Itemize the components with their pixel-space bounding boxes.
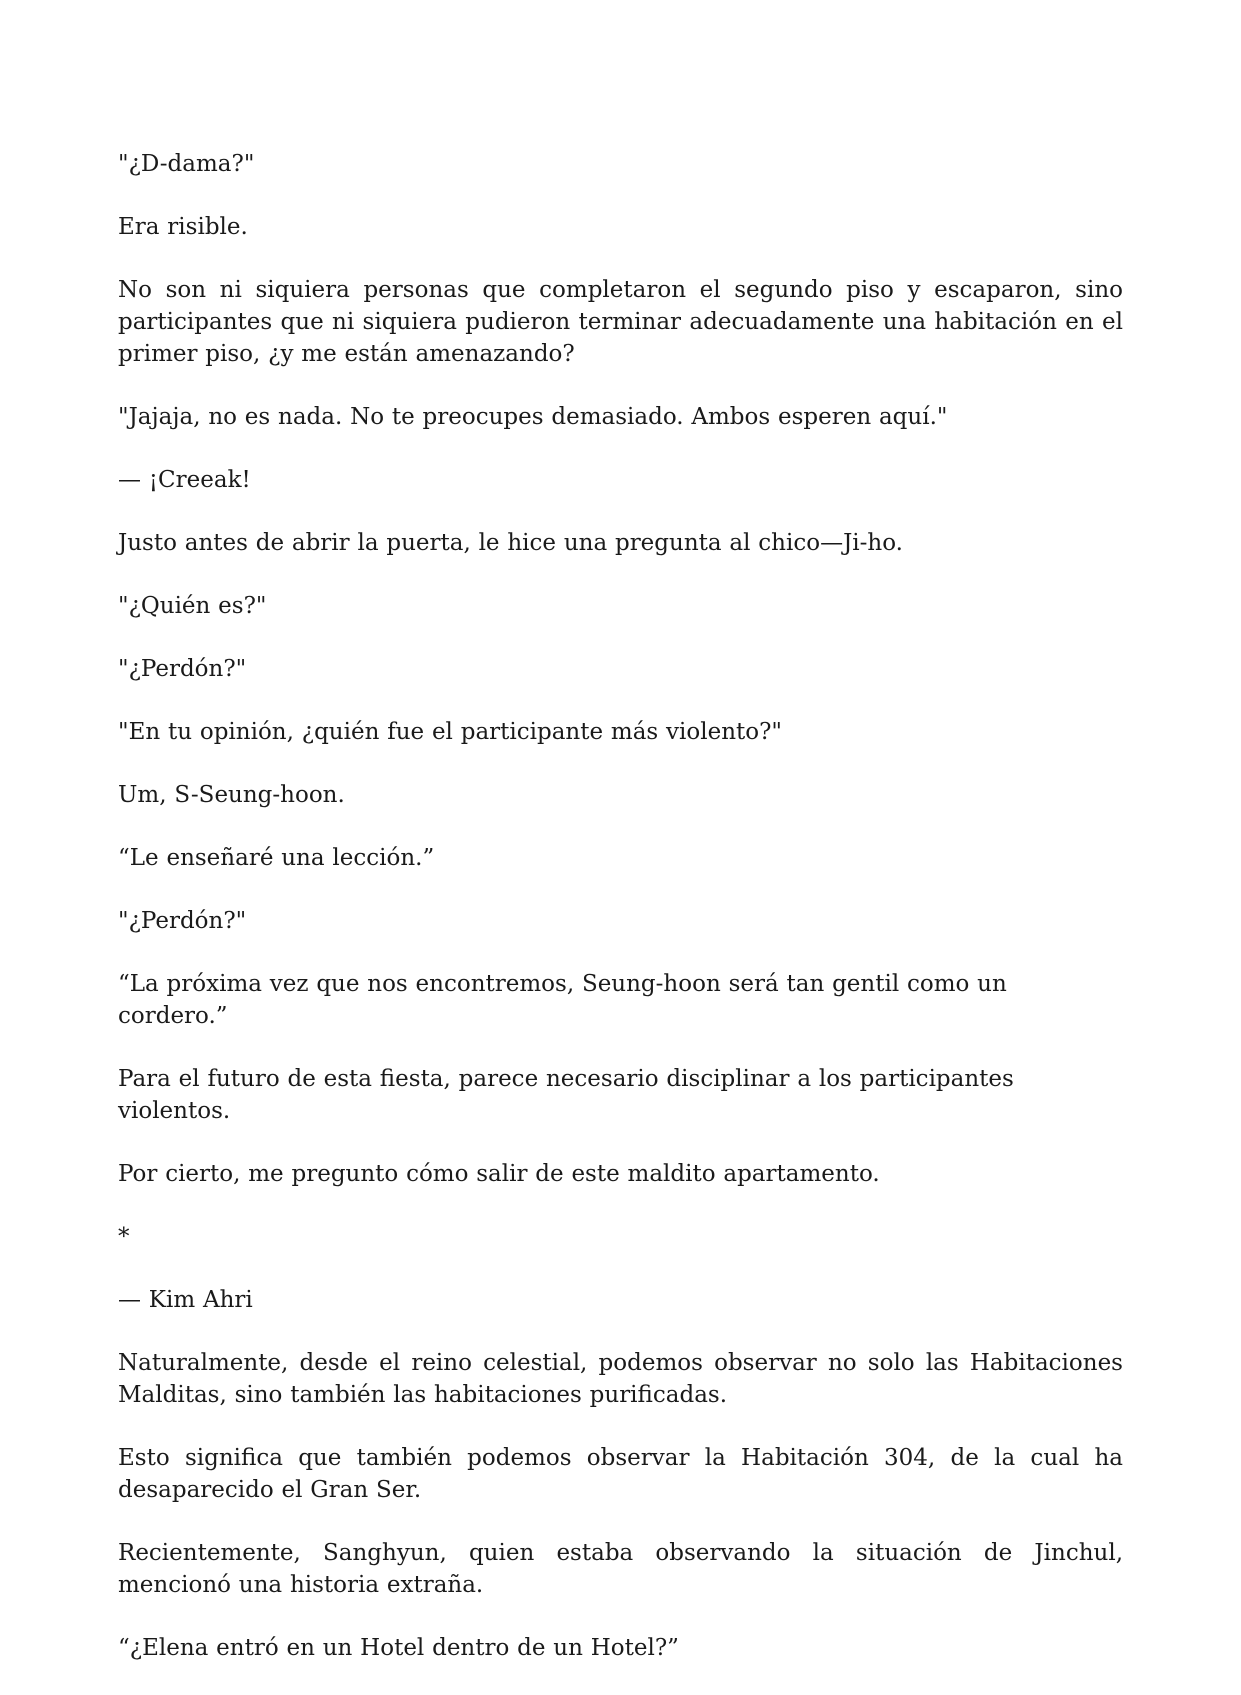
- paragraph-dialogue-perdon: "¿Perdón?": [118, 656, 247, 682]
- paragraph-para-el-futuro: Para el futuro de esta fiesta, parece necesario disciplinar a los participantes violentos.: [118, 1066, 1014, 1124]
- paragraph-dialogue-perdon-2: "¿Perdón?": [118, 908, 247, 934]
- paragraph-no-son-ni-siquiera: No son ni siquiera personas que completaron el segundo piso y escaparon, sino participantes que ni siquiera pudieron terminar adecuadamente una habitación en el primer piso, ¿y me están amenazando?: [118, 277, 1123, 367]
- paragraph-dialogue-leccion: “Le enseñaré una lección.”: [118, 845, 435, 871]
- paragraph-recientemente: Recientemente, Sanghyun, quien estaba observando la situación de Jinchul, mencionó una historia extraña.: [118, 1540, 1123, 1598]
- paragraph-dialogue-d-dama: "¿D-dama?": [118, 151, 255, 177]
- paragraph-dialogue-quien-es: "¿Quién es?": [118, 593, 267, 619]
- paragraph-dialogue-cordero: “La próxima vez que nos encontremos, Seung-hoon será tan gentil como un cordero.”: [118, 971, 1007, 1029]
- paragraph-um-seung-hoon: Um, S-Seung-hoon.: [118, 782, 345, 808]
- paragraph-pov-kim-ahri: — Kim Ahri: [118, 1287, 253, 1313]
- paragraph-era-risible: Era risible.: [118, 214, 248, 240]
- paragraph-dialogue-elena-hotel: “¿Elena entró en un Hotel dentro de un Hotel?”: [118, 1635, 679, 1661]
- scene-break-asterisk: *: [118, 1224, 130, 1250]
- paragraph-dialogue-jajaja: "Jajaja, no es nada. No te preocupes demasiado. Ambos esperen aquí.": [118, 404, 948, 430]
- paragraph-por-cierto: Por cierto, me pregunto cómo salir de este maldito apartamento.: [118, 1161, 880, 1187]
- document-body: [118, 148, 1123, 1695]
- paragraph-naturalmente: Naturalmente, desde el reino celestial, podemos observar no solo las Habitaciones Malditas, sino también las habitaciones purificadas.: [118, 1350, 1123, 1408]
- paragraph-dialogue-en-tu-opinion: "En tu opinión, ¿quién fue el participante más violento?": [118, 719, 783, 745]
- paragraph-esto-significa: Esto significa que también podemos observar la Habitación 304, de la cual ha desaparecido el Gran Ser.: [118, 1445, 1123, 1503]
- paragraph-justo-antes: Justo antes de abrir la puerta, le hice una pregunta al chico—Ji-ho.: [118, 530, 903, 556]
- paragraph-sound-creeak: — ¡Creeak!: [118, 467, 251, 493]
